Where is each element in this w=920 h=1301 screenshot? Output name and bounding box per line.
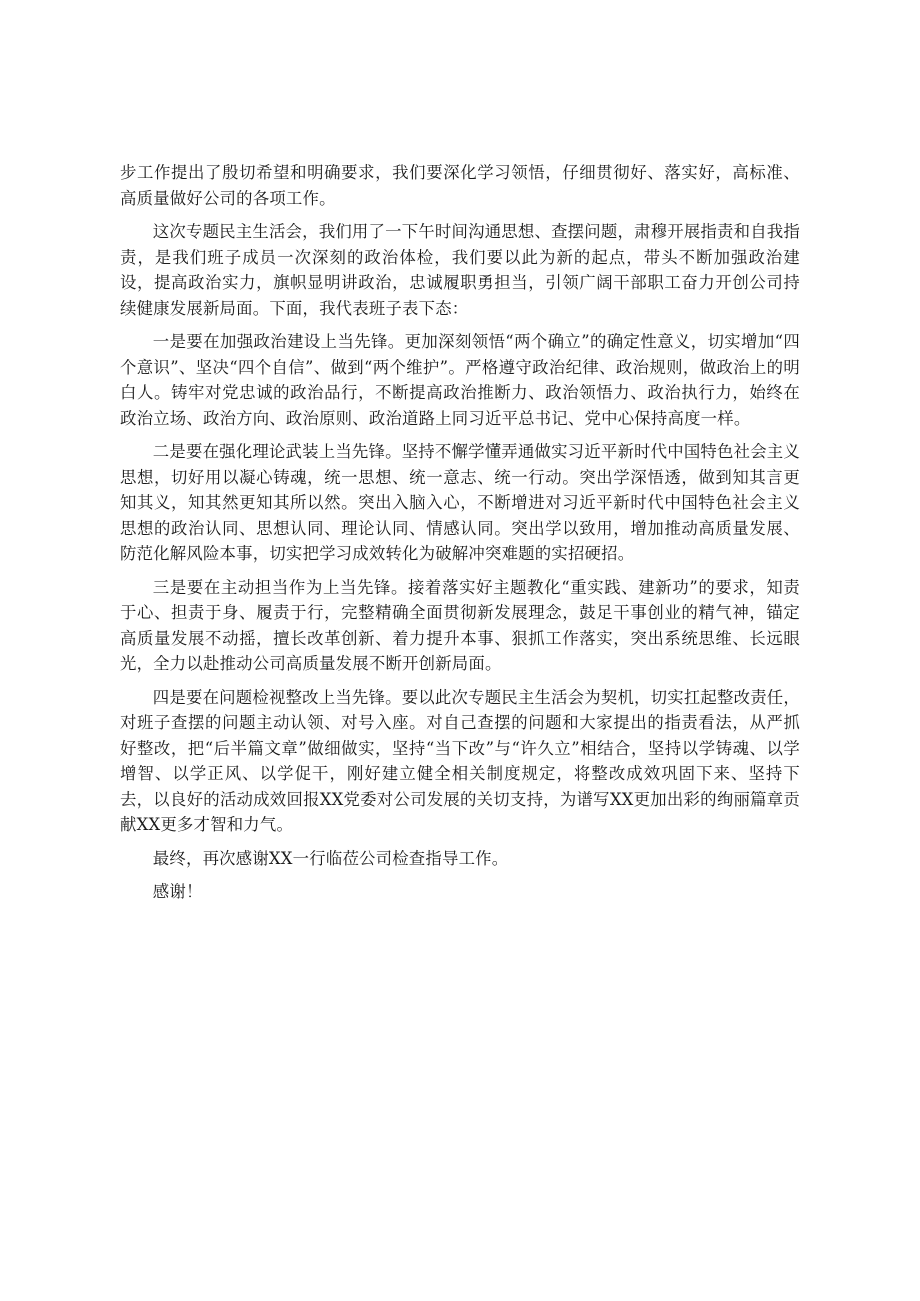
paragraph-point-three: 三是要在主动担当作为上当先锋。接着落实好主题教化“重实践、建新功”的要求，知责于心、担责于身、履责于行，完整精确全面贯彻新发展理念，鼓足干事创业的精气神，锚定高质量发展不动摇，擅长改革创新、着力提升本事、狠抓工作落实，突出系统思维、长远眼光，全力以赴推动公司高质量发展不断开创新局面。	[120, 577, 800, 673]
paragraph-final-thanks: 感谢！	[152, 882, 203, 901]
paragraph-point-four: 四是要在问题检视整改上当先锋。要以此次专题民主生活会为契机，切实扛起整改责任，对班子查摆的问题主动认领、对号入座。对自己查摆的问题和大家提出的指责看法，从严抓好整改，把“后半篇文章”做细做实，坚持“当下改”与“许久立”相结合，坚持以学铸魂、以学增智、以学正风、以学促干，刚好建立健全相关制度规定，将整改成效巩固下来、坚持下去，以良好的活动成效回报XX党委对公司发展的关切支持，为谱写XX更加出彩的绚丽篇章贡献XX更多才智和力气。	[120, 687, 800, 834]
paragraph-continuation: 步工作提出了殷切希望和明确要求，我们要深化学习领悟，仔细贯彻好、落实好，高标准、高质量做好公司的各项工作。	[120, 163, 800, 208]
paragraph-meeting-summary: 这次专题民主生活会，我们用了一下午时间沟通思想、查摆问题，肃穆开展指责和自我指责，是我们班子成员一次深刻的政治体检，我们要以此为新的起点，带头不断加强政治建设，提高政治实力，旗帜显明讲政治，忠诚履职勇担当，引领广阔干部职工奋力开创公司持续健康发展新局面。下面，我代表班子表下态：	[120, 222, 800, 318]
document-body	[120, 160, 800, 913]
paragraph-closing-thanks: 最终，再次感谢XX一行临莅公司检查指导工作。	[152, 848, 509, 868]
paragraph-point-two: 二是要在强化理论武装上当先锋。坚持不懈学懂弄通做实习近平新时代中国特色社会主义思想，切好用以凝心铸魂，统一思想、统一意志、统一行动。突出学深悟透，做到知其言更知其义，知其然更知其所以然。突出入脑入心，不断增进对习近平新时代中国特色社会主义思想的政治认同、思想认同、理论认同、情感认同。突出学以致用，增加推动高质量发展、防范化解风险本事，切实把学习成效转化为破解冲突难题的实招硬招。	[120, 442, 800, 563]
paragraph-point-one: 一是要在加强政治建设上当先锋。更加深刻领悟“两个确立”的确定性意义，切实增加“四个意识”、坚决“四个自信”、做到“两个维护”。严格遵守政治纪律、政治规则，做政治上的明白人。铸牢对党忠诚的政治品行，不断提高政治推断力、政治领悟力、政治执行力，始终在政治立场、政治方向、政治原则、政治道路上同习近平总书记、党中心保持高度一样。	[120, 332, 800, 428]
